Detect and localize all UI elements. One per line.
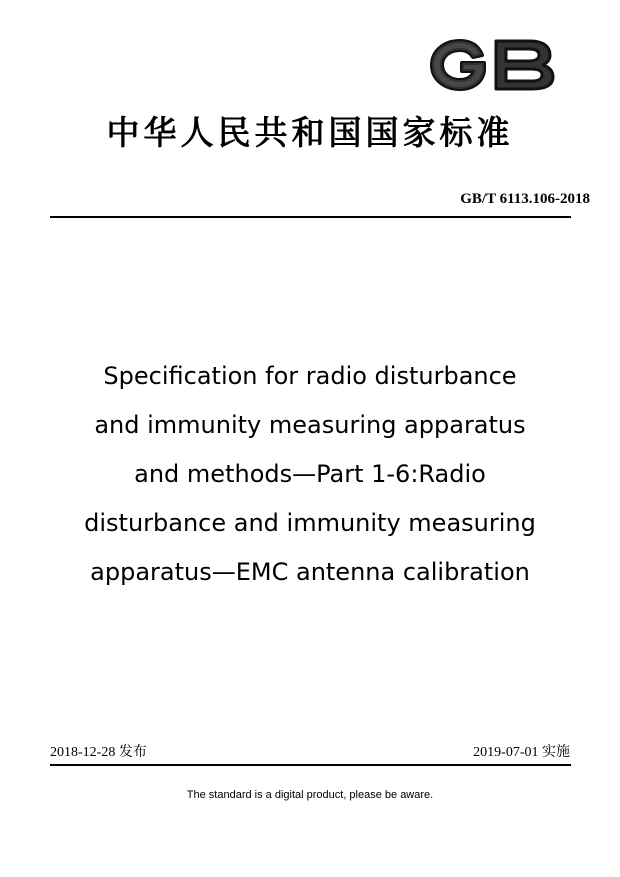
gb-logo bbox=[426, 35, 558, 95]
digital-product-notice: The standard is a digital product, please be aware. bbox=[186, 789, 434, 801]
document-title-line: and methods—Part 1-6:Radio bbox=[134, 460, 486, 488]
issue-date: 2018-12-28 发布 bbox=[50, 745, 147, 760]
gb-logo-icon bbox=[426, 35, 558, 95]
standard-category-title: 中华人民共和国国家标准 bbox=[106, 113, 514, 152]
document-title-line: Specification for radio disturbance bbox=[103, 362, 517, 390]
header-divider bbox=[50, 216, 571, 218]
footer-divider bbox=[50, 764, 571, 766]
document-title-line: disturbance and immunity measuring bbox=[84, 509, 536, 537]
implementation-date: 2019-07-01 实施 bbox=[473, 745, 570, 760]
document-title bbox=[40, 352, 580, 597]
standard-code: GB/T 6113.106-2018 bbox=[460, 191, 590, 207]
document-title-line: and immunity measuring apparatus bbox=[94, 411, 526, 439]
document-title-line: apparatus—EMC antenna calibration bbox=[90, 558, 530, 586]
